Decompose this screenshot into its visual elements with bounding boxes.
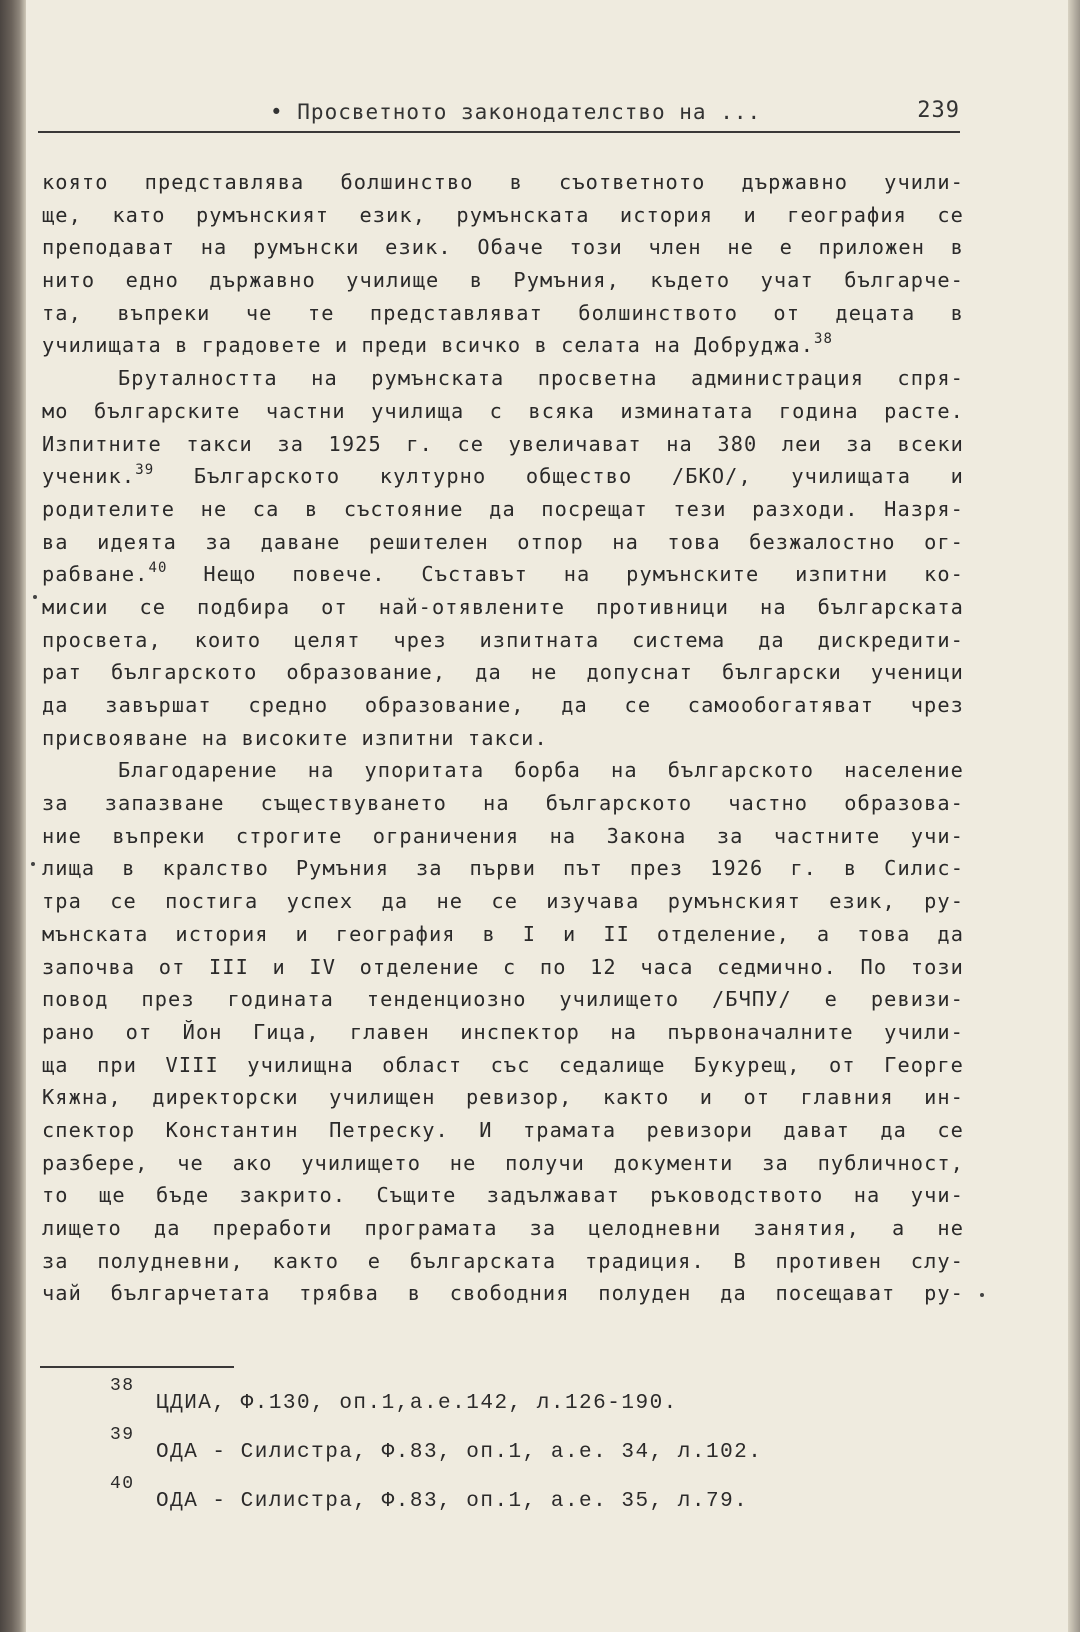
text-line: [42, 395, 964, 428]
line-text: ние въпреки строгите ограничения на Закона за частните учи-: [42, 823, 964, 848]
text-line: [42, 1179, 964, 1212]
footnote: [110, 1425, 970, 1474]
line-text: чай българчетата трябва в свободния полуден да посещават ру-: [42, 1281, 964, 1306]
text-line: [42, 1016, 964, 1049]
footnote-rule: [40, 1366, 234, 1368]
text-line: [42, 166, 964, 199]
footnote-ref[interactable]: 40: [148, 560, 168, 577]
line-text: Изпитните такси за 1925 г. се увеличават на 380 леи за всеки: [42, 431, 964, 456]
line-text: започва от III и IV отделение с по 12 часа седмично. По този: [42, 954, 964, 979]
footnote-number: 40: [110, 1474, 135, 1494]
text-line: [42, 852, 964, 885]
text-line: [42, 1049, 964, 1082]
line-text-continued: Българското културно общество /БКО/, училищата и: [154, 464, 964, 489]
line-text: мънската история и география в I и II отделение, а това да: [42, 921, 964, 946]
text-line: [42, 558, 964, 591]
text-line: [42, 885, 964, 918]
header-rule: [38, 131, 960, 133]
line-text: нито едно държавно училище в Румъния, където учат българче-: [42, 268, 964, 293]
text-line: [42, 264, 964, 297]
line-text: лището да преработи програмата за целодневни занятия, а не: [42, 1216, 964, 1240]
line-text: преподават на румънски език. Обаче този член не е приложен в: [42, 235, 964, 260]
text-line: [42, 624, 964, 657]
margin-mark: [33, 595, 37, 599]
text-line: [42, 1277, 964, 1310]
line-text: присвояване на високите изпитни такси.: [42, 725, 548, 750]
line-text: просвета, които целят чрез изпитната система да дискредити-: [42, 627, 964, 652]
margin-mark: [980, 1293, 984, 1297]
text-line: [42, 787, 964, 820]
text-line: [42, 689, 964, 722]
text-line: [42, 1212, 964, 1245]
line-text: Бруталността на румънската просветна администрация спря-: [118, 366, 964, 391]
line-text: Кяжна, директорски училищен ревизор, както и от главния ин-: [42, 1085, 964, 1110]
running-head: • Просветното законодателство на ...: [270, 100, 762, 124]
text-line: [42, 820, 964, 853]
footnote-text: ОДА - Силистра, Ф.83, оп.1, а.е. 34, л.102.: [156, 1441, 763, 1464]
footnotes: [110, 1376, 970, 1523]
footnote-text: ЦДИА, Ф.130, оп.1,а.е.142, л.126-190.: [156, 1392, 678, 1415]
text-line: [42, 754, 964, 787]
text-line: [42, 722, 964, 755]
text-line: [42, 656, 964, 689]
line-text: рано от Йон Гица, главен инспектор на първоначалните учили-: [42, 1019, 964, 1044]
footnote-number: 39: [110, 1425, 135, 1445]
line-text: та, въпреки че те представляват болшинството от децата в: [42, 300, 964, 325]
line-text: разбере, че ако училището не получи документи за публичност,: [42, 1150, 964, 1175]
line-text: училищата в градовете и преди всичко в селата на Добруджа.: [42, 333, 814, 358]
text-line: [42, 199, 964, 232]
line-text: рабване.: [42, 562, 149, 587]
line-text: рат българското образование, да не допуснат български ученици: [42, 660, 964, 685]
line-text: родителите не са в състояние да посрещат тези разходи. Назря-: [42, 496, 964, 521]
text-line: [42, 591, 964, 624]
line-text-continued: Нещо повече. Съставът на румънските изпитни ко-: [167, 562, 964, 587]
footnote-ref[interactable]: 39: [135, 462, 155, 479]
text-line: [42, 918, 964, 951]
text-line: [42, 297, 964, 330]
scan-right-edge: [1068, 0, 1080, 1632]
line-text: ща при VIII училищна област със седалище Букурещ, от Георге: [42, 1052, 964, 1077]
body-text: [42, 166, 964, 1310]
text-line: [42, 526, 964, 559]
text-line: [42, 362, 964, 395]
line-text: да завършат средно образование, да се самообогатяват чрез: [42, 693, 964, 717]
text-line: [42, 428, 964, 461]
footnote-text: ОДА - Силистра, Ф.83, оп.1, а.е. 35, л.79.: [156, 1490, 749, 1513]
line-text: лища в кралство Румъния за първи път през 1926 г. в Силис-: [42, 856, 964, 881]
line-text: Благодарение на упоритата борба на българското население: [118, 758, 964, 783]
line-text: тра се постига успех да не се изучава румънският език, ру-: [42, 889, 964, 914]
line-text: повод през годината тенденциозно училището /БЧПУ/ е ревизи-: [42, 987, 964, 1012]
text-line: [42, 1245, 964, 1278]
line-text: мисии се подбира от най-отявлените противници на българската: [42, 594, 964, 619]
text-line: [42, 460, 964, 493]
text-line: [42, 1081, 964, 1114]
line-text: то ще бъде закрито. Същите задължават ръководството на учи-: [42, 1183, 964, 1208]
footnote: [110, 1376, 970, 1425]
line-text: спектор Константин Петреску. И трамата ревизори дават да се: [42, 1117, 964, 1142]
line-text: ва идеята за даване решителен отпор на това безжалостно ог-: [42, 529, 964, 554]
page-header: [38, 96, 960, 132]
text-line: [42, 493, 964, 526]
line-text: ще, като румънският език, румънската история и география се: [42, 202, 964, 227]
footnote-ref[interactable]: 38: [814, 331, 834, 348]
text-line: [42, 231, 964, 264]
text-line: [42, 1147, 964, 1180]
text-line: [42, 983, 964, 1016]
text-line: [42, 1114, 964, 1147]
page-number: 239: [917, 98, 960, 123]
line-text: ученик.: [42, 464, 136, 489]
line-text: мо българските частни училища с всяка изминатата година расте.: [42, 398, 964, 423]
line-text: за полудневни, както е българската традиция. В противен слу-: [42, 1248, 964, 1273]
text-line: [42, 951, 964, 984]
text-line: [42, 329, 964, 362]
footnote: [110, 1474, 970, 1523]
footnote-number: 38: [110, 1376, 135, 1396]
line-text: която представлява болшинство в съответното държавно учили-: [42, 170, 964, 194]
line-text: за запазване съществуването на българското частно образова-: [42, 791, 964, 816]
scan-binding-edge: [0, 0, 26, 1632]
margin-mark: [31, 862, 35, 866]
